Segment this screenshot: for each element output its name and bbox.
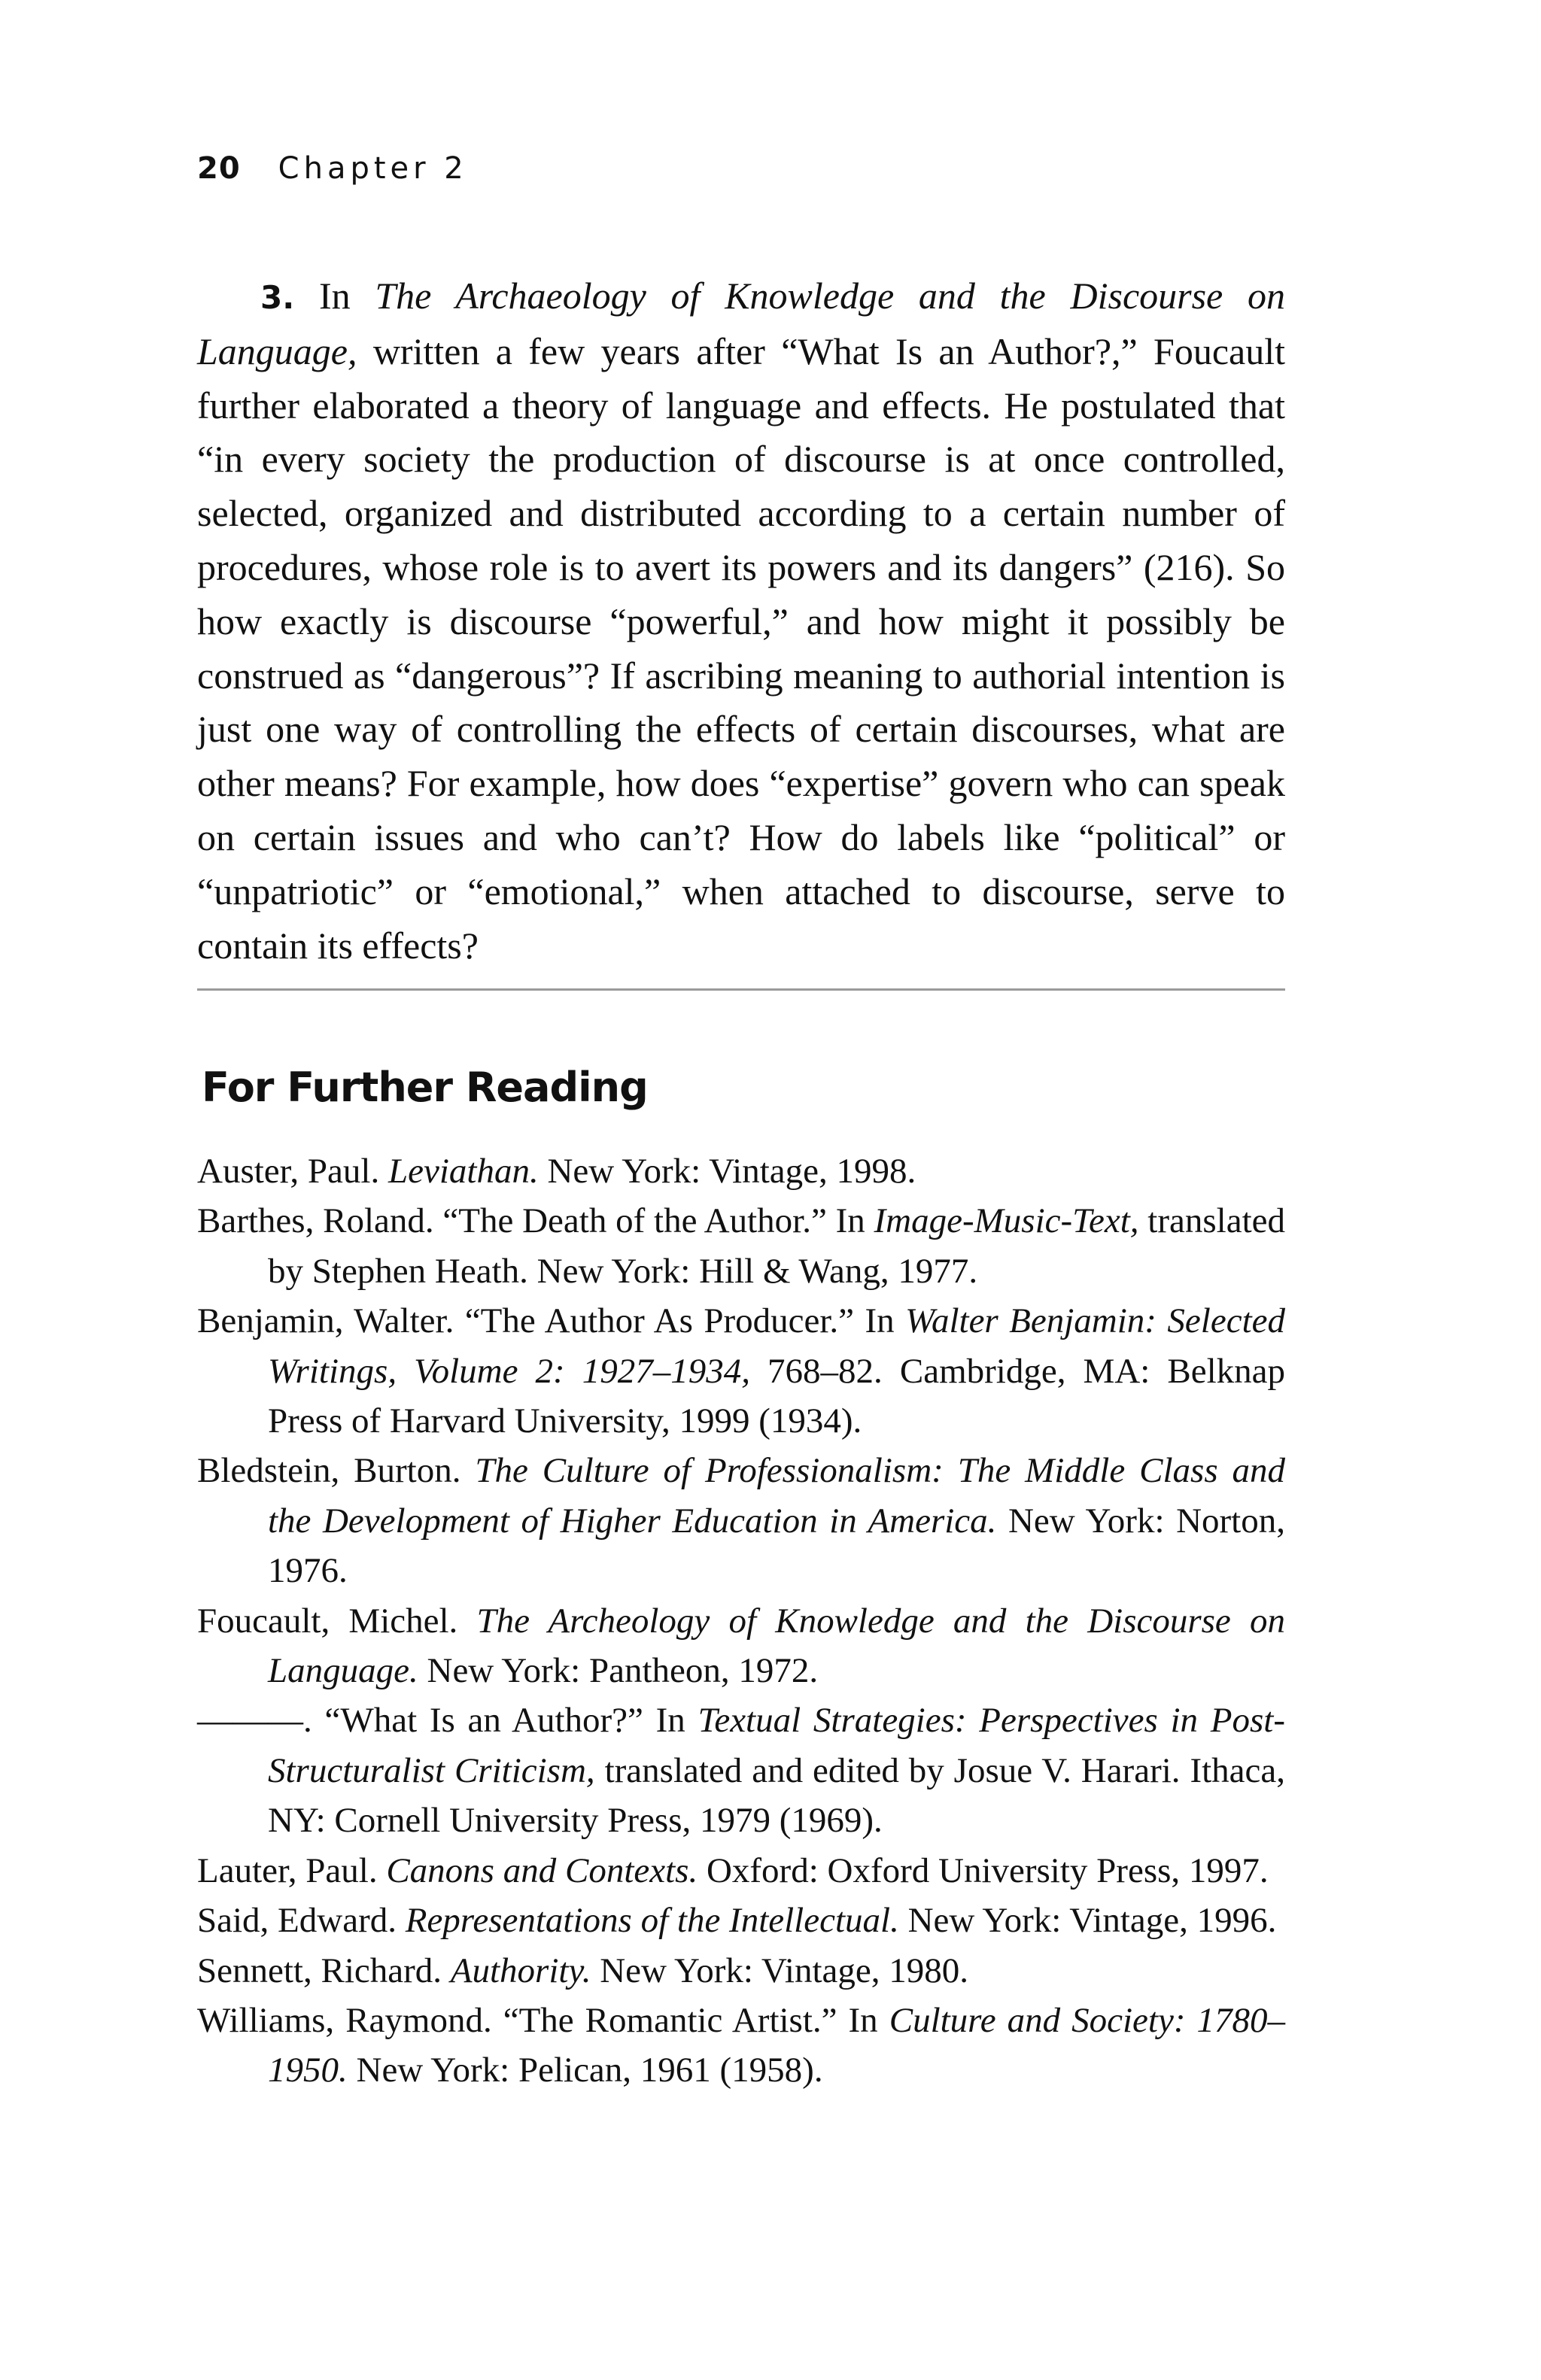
- text-run: translated and edited by Josue V. Harari. Ithaca, NY: Cornell University Press, 1979 (1969).: [268, 1750, 1285, 1841]
- text-run: Williams, Raymond. “The Romantic Artist.” In: [197, 2000, 889, 2040]
- text-run: Barthes, Roland. “The Death of the Author.” In: [197, 1201, 874, 1241]
- bibliography-entry: [197, 1946, 1285, 1996]
- book-page: [197, 0, 1285, 2380]
- italic-title: Leviathan.: [388, 1152, 539, 1191]
- text-run: Sennett, Richard.: [197, 1950, 451, 1990]
- question-number: 3.: [260, 279, 295, 316]
- text-run: Bledstein, Burton.: [197, 1451, 476, 1491]
- bibliography-entry: [197, 1596, 1285, 1696]
- text-run: ———. “What Is an Author?” In: [197, 1701, 698, 1741]
- section-divider: [197, 988, 1285, 991]
- text-run: Benjamin, Walter. “The Author As Producer.” In: [197, 1301, 906, 1341]
- text-run: New York: Norton, 1976.: [268, 1501, 1285, 1591]
- bibliography-entry: [197, 1196, 1285, 1296]
- running-head: [197, 153, 468, 184]
- italic-title: Authority.: [450, 1950, 591, 1990]
- text-run: Oxford: Oxford University Press, 1997.: [698, 1850, 1269, 1890]
- discussion-question: [197, 269, 1285, 973]
- chapter-label: Chapter 2: [278, 151, 468, 186]
- bibliography-entry: [197, 1446, 1285, 1595]
- text-run: Said, Edward.: [197, 1901, 406, 1941]
- bibliography-entry: [197, 1296, 1285, 1446]
- text-run: translated by Stephen Heath. New York: Hill & Wang, 1977.: [268, 1201, 1285, 1291]
- text-run: Foucault, Michel.: [197, 1601, 477, 1641]
- bibliography-entry: [197, 1146, 1285, 1196]
- text-run: New York: Vintage, 1996.: [898, 1901, 1277, 1941]
- bibliography-entry: [197, 1896, 1285, 1945]
- italic-title: Walter Benjamin: Selected Writings, Volume 2: 1927–1934,: [268, 1301, 1285, 1391]
- bibliography-entry: [197, 1695, 1285, 1845]
- italic-title: The Archaeology of Knowledge and the Discourse on Language,: [197, 275, 1286, 372]
- text-run: New York: Vintage, 1980.: [591, 1950, 969, 1990]
- section-heading: For Further Reading: [202, 1064, 648, 1111]
- bibliography-entry: [197, 1846, 1285, 1896]
- italic-title: Culture and Society: 1780–1950.: [268, 2000, 1285, 2090]
- text-run: written a few years after “What Is an Author?,” Foucault further elaborated a theory of language and effects. He postulated that “in every society the production of discourse is at once controlled, selected, organized and distributed according to a certain number of procedures, whose role is to avert its powers and its dangers” (216). So how exactly is discourse “powerful,” and how might it possibly be construed as “dangerous”? If ascribing meaning to authorial intention is just one way of controlling the effects of certain discourses, what are other means? For example, how does “expertise” govern who can speak on certain issues and who can’t? How do labels like “political” or “unpatriotic” or “emotional,” when attached to discourse, serve to contain its effects?: [197, 329, 1285, 967]
- italic-title: Representations of the Intellectual.: [405, 1901, 899, 1941]
- page-number: 20: [197, 151, 241, 186]
- text-run: In: [318, 275, 375, 317]
- italic-title: The Archeology of Knowledge and the Discourse on Language.: [268, 1601, 1285, 1691]
- text-run: 768–82. Cambridge, MA: Belknap Press of Harvard University, 1999 (1934).: [268, 1351, 1285, 1441]
- italic-title: Image-Music-Text,: [874, 1201, 1139, 1241]
- text-run: New York: Pantheon, 1972.: [418, 1651, 819, 1691]
- text-run: Auster, Paul.: [197, 1152, 388, 1191]
- text-run: New York: Pelican, 1961 (1958).: [347, 2051, 823, 2090]
- italic-title: Canons and Contexts.: [386, 1850, 698, 1890]
- text-run: Lauter, Paul.: [197, 1850, 387, 1890]
- bibliography-entry: [197, 1996, 1285, 2096]
- italic-title: The Culture of Professionalism: The Middle Class and the Development of Higher Education in America.: [268, 1451, 1285, 1541]
- text-run: New York: Vintage, 1998.: [538, 1152, 916, 1191]
- bibliography-list: [197, 1146, 1285, 2096]
- italic-title: Textual Strategies: Perspectives in Post-Structuralist Criticism,: [268, 1701, 1286, 1790]
- question-text: [197, 275, 1285, 967]
